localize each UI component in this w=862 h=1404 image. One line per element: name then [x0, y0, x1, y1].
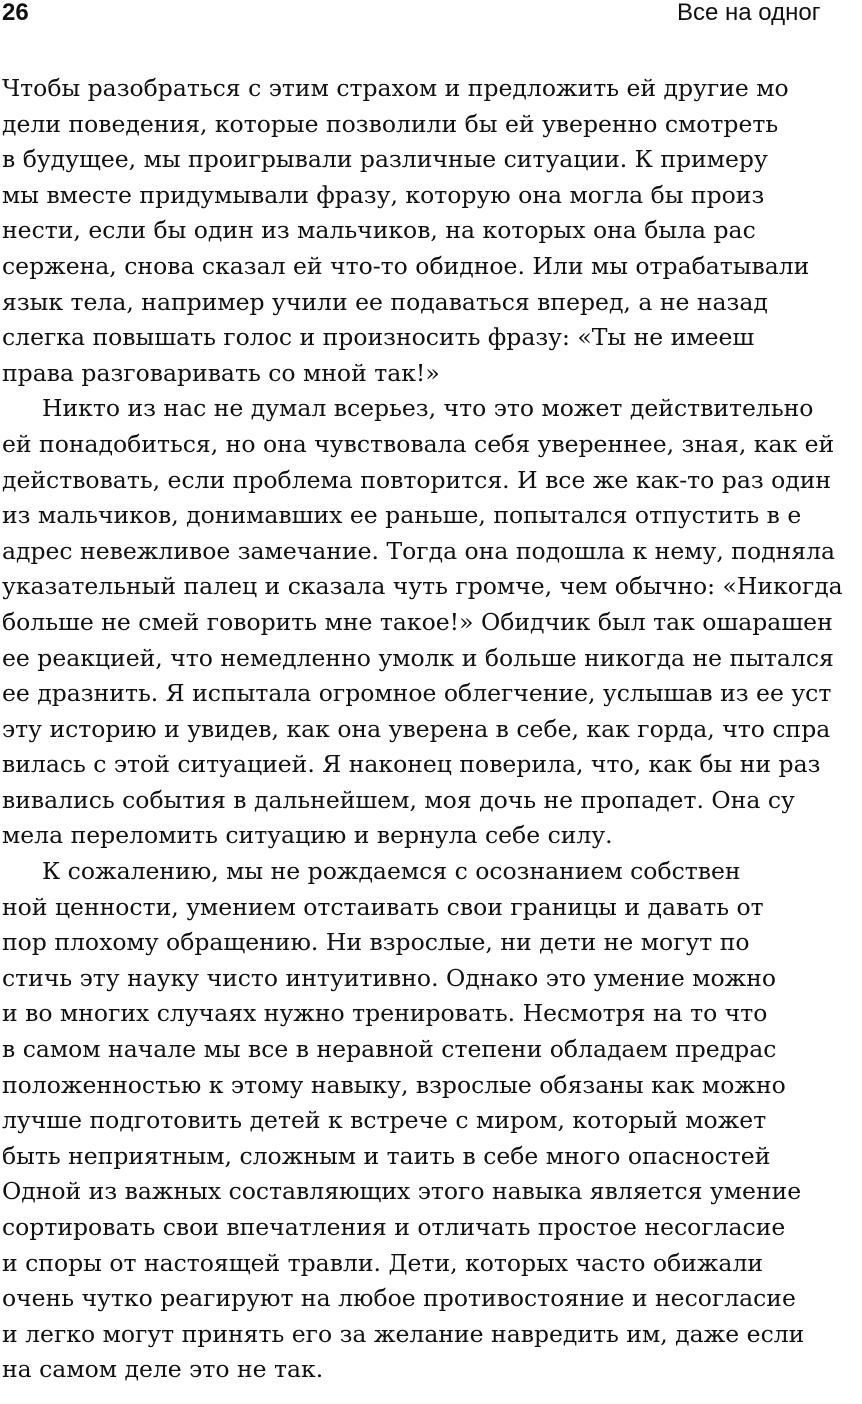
text-line: сортировать свои впечатления и отличать простое несогласие: [2, 1213, 786, 1241]
text-line: ее дразнить. Я испытала огромное облегчение, услышав из ее уст: [2, 679, 832, 708]
text-line: указательный палец и сказала чуть громче, чем обычно: «Никогда: [2, 572, 843, 601]
page-number: 26: [2, 0, 29, 26]
text-line: стичь эту науку чисто интуитивно. Однако это умение можно: [2, 963, 777, 992]
text-line: адрес невежливое замечание. Тогда она подошла к нему, подняла: [2, 536, 836, 565]
text-line: и споры от настоящей травли. Дети, которых часто обижали: [2, 1248, 764, 1277]
running-head: Все на одног: [677, 0, 821, 26]
text-line: действовать, если проблема повторится. И все же как-то раз один: [2, 465, 832, 494]
text-line: сержена, снова сказал ей что-то обидное. Или мы отрабатывали: [2, 251, 810, 280]
text-line: быть неприятным, сложным и таить в себе много опасностей: [2, 1141, 771, 1170]
text-line: мы вместе придумывали фразу, которую она могла бы произ: [2, 180, 765, 209]
text-line: дели поведения, которые позволили бы ей уверенно смотреть: [2, 109, 779, 138]
page-header: [0, 0, 821, 30]
text-line: и во многих случаях нужно тренировать. Несмотря на то что: [2, 999, 768, 1028]
text-line: ной ценности, умением отстаивать свои границы и давать от: [2, 892, 764, 921]
text-line: вивались события в дальнейшем, моя дочь не пропадет. Она су: [2, 785, 795, 814]
text-line: права разговаривать со мной так!»: [2, 358, 440, 387]
text-line: ей понадобиться, но она чувствовала себя увереннее, зная, как ей: [2, 429, 835, 458]
text-line: Чтобы разобраться с этим страхом и предложить ей другие мо: [2, 74, 789, 102]
text-line: положенностью к этому навыку, взрослые обязаны как можно: [2, 1070, 786, 1099]
text-line: вилась с этой ситуацией. Я наконец поверила, что, как бы ни раз: [2, 750, 821, 779]
text-line: очень чутко реагируют на любое противостояние и несогласие: [2, 1284, 796, 1313]
text-line: мела переломить ситуацию и вернула себе силу.: [2, 821, 613, 850]
text-line: лучше подготовить детей к встрече с миром, который может: [2, 1106, 767, 1135]
text-line: в будущее, мы проигрывали различные ситуации. К примеру: [2, 145, 768, 174]
text-line: и легко могут принять его за желание навредить им, даже если: [2, 1319, 805, 1348]
text-line: Одной из важных составляющих этого навыка является умение: [2, 1177, 802, 1206]
text-line: слегка повышать голос и произносить фразу: «Ты не имееш: [2, 323, 755, 352]
text-line: Никто из нас не думал всерьез, что это может действительно: [42, 394, 814, 423]
text-line: в самом начале мы все в неравной степени обладаем предрас: [2, 1035, 777, 1064]
paragraph-3: [2, 854, 862, 1388]
text-line: К сожалению, мы не рождаемся с осознанием собствен: [42, 857, 741, 886]
text-line: пор плохому обращению. Ни взрослые, ни дети не могут по: [2, 928, 750, 957]
paragraph-2: [2, 391, 862, 854]
text-line: эту историю и увидев, как она уверена в себе, как горда, что спра: [2, 714, 831, 743]
paragraph-1: [2, 71, 862, 391]
body-text: [2, 71, 862, 1388]
text-line: ее реакцией, что немедленно умолк и больше никогда не пытался: [2, 643, 834, 672]
text-line: из мальчиков, донимавших ее раньше, попытался отпустить в е: [2, 501, 802, 530]
text-line: на самом деле это не так.: [2, 1355, 324, 1384]
text-line: нести, если бы один из мальчиков, на которых она была рас: [2, 216, 756, 245]
text-line: больше не смей говорить мне такое!» Обидчик был так ошарашен: [2, 607, 833, 636]
text-line: язык тела, например учили ее подаваться вперед, а не назад: [2, 287, 768, 316]
